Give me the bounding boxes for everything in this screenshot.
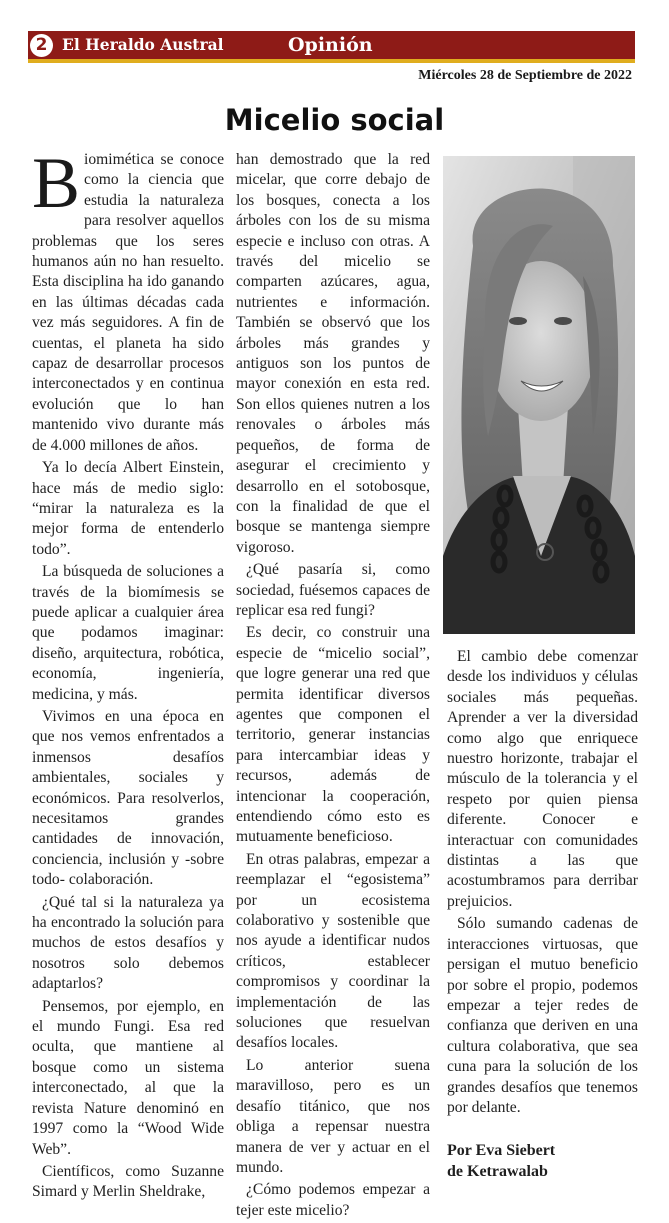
author-portrait-illustration bbox=[443, 156, 635, 634]
paragraph: Vivimos en una época en que nos vemos enfrentados a inmensos desafíos ambientales, sociales y económicos. Para resolverlos, necesitamos grandes cantidades de innovación, conciencia, inclusión y -sobre todo- colaboración. bbox=[32, 707, 224, 889]
paragraph: han demostrado que la red micelar, que corre debajo de los bosques, conecta a los árboles con los de su misma especie e incluso con otras. A través del micelio se comparten azúcares, agua, nutrientes e información. También se observó que los árboles más grandes y antiguos son los puntos de mayor conexión en esta red. Son ellos quienes nutren a los renovales o árboles más pequeños, de forma de asegurar el crecimiento y desarrollo en el sotobosque, con la finalidad de que el bosque se mantenga siempre vigoroso. bbox=[236, 151, 430, 556]
article-column-1 bbox=[32, 143, 224, 1205]
author-affiliation: de Ketrawalab bbox=[447, 1163, 548, 1181]
masthead-bar bbox=[28, 31, 635, 63]
article-column-3 bbox=[447, 647, 638, 1182]
paragraph: Lo anterior suena maravilloso, pero es un desafío titánico, que nos obliga a repensar nuestra manera de ver y actuar en el mundo. bbox=[236, 1056, 430, 1176]
paragraph: Es decir, co construir una especie de “micelio social”, que logre generar una red que permita identificar diversos agentes que componen el territorio, generar instancias para intercambiar ideas y recursos, además de intencionar la cooperación, entendiendo cómo esto es mutuamente beneficioso. bbox=[236, 624, 430, 846]
article-column-2 bbox=[236, 150, 430, 1223]
author-photo bbox=[443, 156, 635, 634]
paragraph: Sólo sumando cadenas de interacciones virtuosas, que persigan el mutuo beneficio por sobre el propio, podemos empezar a tejer redes de confianza que deriven en una cultura colaborativa, que sea cuna para la solución de los grandes desafíos que tenemos por delante. bbox=[447, 915, 638, 1116]
masthead-gold-rule bbox=[28, 59, 635, 63]
paragraph: Ya lo decía Albert Einstein, hace más de medio siglo: “mirar la naturaleza es la mejor forma de entenderlo todo”. bbox=[32, 459, 224, 558]
issue-date: Miércoles 28 de Septiembre de 2022 bbox=[418, 68, 632, 83]
drop-cap: B bbox=[32, 143, 81, 223]
paragraph: En otras palabras, empezar a reemplazar el “egosistema” por un ecosistema colaborativo y sostenible que nos ayude a identificar nudos críticos, establecer compromisos y coordinar la implementación de las soluciones que resuelvan desafíos locales. bbox=[236, 850, 430, 1052]
newspaper-name: El Heraldo Austral bbox=[62, 35, 224, 54]
author-byline bbox=[447, 1140, 638, 1182]
section-title: Opinión bbox=[288, 34, 373, 56]
article-headline: Micelio social bbox=[224, 103, 445, 137]
paragraph: Biomimética se conoce como la ciencia que estudia la naturaleza para resolver aquellos problemas que los seres humanos aún no han resuelto. Esta disciplina ha ido ganando en las últimas décadas cada vez más seguidores. A fin de cuentas, el planeta ha sido capaz de desarrollar procesos interconectados y en continua evolución que lo han mantenido vivo durante más de 4.000 millones de años. bbox=[32, 143, 224, 454]
paragraph: ¿Qué pasaría si, como sociedad, fuésemos capaces de replicar esa red fungi? bbox=[236, 561, 430, 619]
paragraph: Científicos, como Suzanne Simard y Merlin Sheldrake, bbox=[32, 1162, 224, 1201]
paragraph: La búsqueda de soluciones a través de la biomímesis se puede aplicar a cualquier área que podamos imaginar: diseño, arquitectura, robótica, economía, ingeniería, medicina, y más. bbox=[32, 563, 224, 703]
page-number-badge: 2 bbox=[30, 34, 53, 57]
paragraph: Pensemos, por ejemplo, en el mundo Fungi. Esa red oculta, que mantiene al bosque como un sistema interconectado, al que la revista Nature denominó en 1997 como la “Wood Wide Web”. bbox=[32, 997, 224, 1158]
paragraph: ¿Qué tal si la naturaleza ya ha encontrado la solución para muchos de estos desafíos y nosotros solo debemos adaptarlos? bbox=[32, 893, 224, 993]
paragraph: El cambio debe comenzar desde los individuos y células sociales más pequeñas. Aprender a ver la diversidad como algo que enriquece nuestro horizonte, trabajar el músculo de la tolerancia y el respeto por quien piensa diferente. Conocer e interactuar con comunidades distintas a las que acostumbramos para derribar prejuicios. bbox=[447, 648, 638, 910]
author-name: Por Eva Siebert bbox=[447, 1142, 556, 1160]
paragraph: ¿Cómo podemos empezar a tejer este micelio? bbox=[236, 1181, 430, 1219]
